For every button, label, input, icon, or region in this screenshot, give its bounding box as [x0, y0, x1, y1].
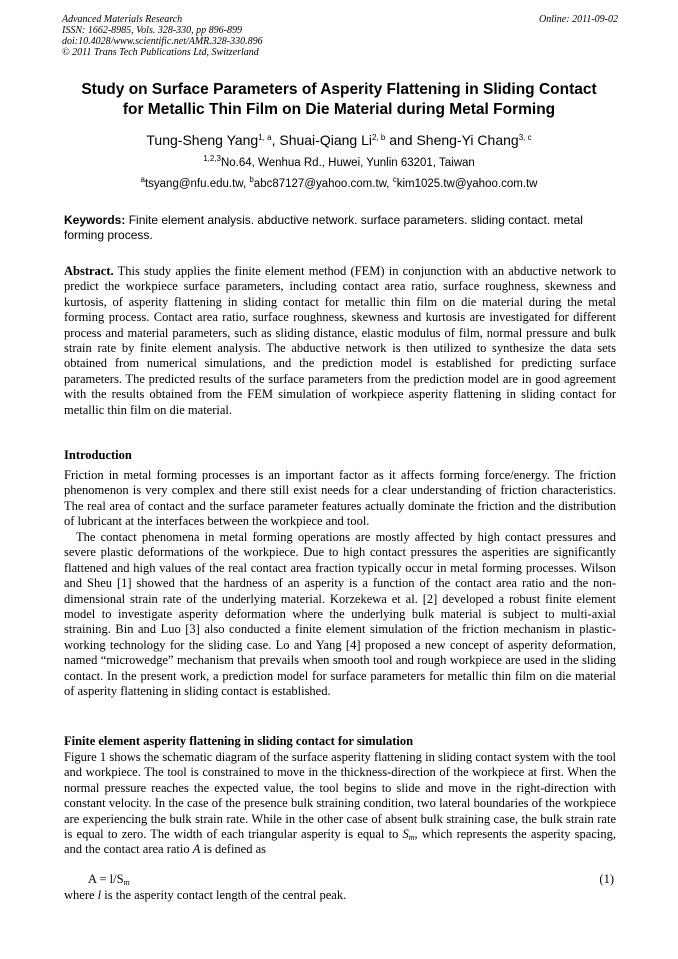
author-2: Shuai-Qiang Li — [279, 132, 372, 148]
fe-section-paragraph — [64, 750, 616, 858]
explanation-post: is the asperity contact length of the central peak. — [101, 888, 347, 902]
email-b: abc87127@yahoo.com.tw, — [253, 178, 393, 190]
title-line-2: for Metallic Thin Film on Die Material during Metal Forming — [122, 101, 556, 118]
title-line-1: Study on Surface Parameters of Asperity Flattening in Sliding Contact — [81, 81, 597, 98]
equation-number: (1) — [599, 872, 614, 886]
introduction-paragraph-2: The contact phenomena in metal forming operations are mostly affected by high contact pressures and severe plastic deformations of the workpiece. Due to high contact pressures the asperities are significantly flattened and high values of the real contact area fraction typically occur in metal forming processes. Wilson and Sheu [1] showed that the hardness of an asperity is a function of the contact area ratio and the non-dimensional strain rate of the underlying material. Korzekewa et al. [2] developed a robust finite element model to investigate asperity deformation where the underlying bulk material is subject to multi-axial straining. Bin and Luo [3] also conducted a finite element simulation of the friction mechanism in plastic-working technology for the sliding case. Lo and Yang [4] proposed a new concept of asperity deformation, named “microwedge” mechanism that prevails when smooth tool and rough workpiece are used in the sliding contact. In the present work, a prediction model for surface parameters for metallic thin film on die material of asperity flattening in sliding contact is established. — [64, 530, 616, 699]
fe-section-heading: Finite element asperity flattening in sliding contact for simulation — [64, 734, 414, 748]
author-emails — [40, 177, 638, 192]
keywords — [64, 213, 616, 243]
fe-text-2: , which represents the asperity spacing, and the contact area ratio — [64, 827, 616, 857]
affiliation — [40, 156, 638, 171]
keywords-text: Finite element analysis. abductive network. surface parameters. sliding contact. metal forming process. — [64, 213, 583, 242]
online-date: Online: 2011-09-02 — [539, 14, 618, 25]
affiliation-text: No.64, Wenhua Rd., Huwei, Yunlin 63201, Taiwan — [220, 157, 475, 169]
abstract-label: Abstract. — [64, 264, 114, 278]
author-1: Tung-Sheng Yang — [146, 132, 259, 148]
abstract — [64, 264, 616, 418]
author-1-sup: 1, a — [258, 133, 272, 142]
equation-1 — [88, 872, 130, 887]
doi-line: doi:10.4028/www.scientific.net/AMR.328-330.896 — [62, 36, 263, 47]
email-c-sup: c — [392, 175, 397, 184]
equation-lhs: A — [88, 872, 97, 886]
abstract-text: This study applies the finite element method (FEM) in conjunction with an abductive network to predict the workpiece surface parameters, including contact area ratio, surface roughness, skewness and kurtosis, of asperity flattening in sliding contact for metallic thin film on die material during the metal forming process. Contact area ratio, surface roughness, skewness and kurtosis are investigated for different process and material parameters, such as sliding distance, elastic modulus of film, normal pressure and bulk strain rate by finite element analysis. The abductive network is then utilized to synthesize the data sets obtained from numerical simulations, and the prediction model is established for predicting surface parameters. The predicted results of the surface parameters from the prediction model are in good agreement with the results obtained from the FEM simulation of workpiece asperity flattening in sliding contact for metallic thin film on die material. — [64, 264, 616, 417]
author-sep-1: , — [271, 132, 280, 148]
equation-rhs: = l/S — [96, 872, 124, 886]
author-list — [40, 131, 638, 149]
email-a: tsyang@nfu.edu.tw, — [144, 178, 250, 190]
introduction-paragraph-1: Friction in metal forming processes is an important factor as it affects forming force/energy. The friction phenomenon is very complex and there still exist needs for a clear understanding of friction characteristics. The real area of contact and the surface parameter features actually dominate the friction and the distribution of lubricant at the interfaces between the workpiece and tool. — [64, 468, 616, 529]
affiliation-sup: 1,2,3 — [203, 154, 221, 163]
equation-explanation — [64, 888, 346, 903]
sm-subscript: m — [408, 833, 415, 843]
journal-name: Advanced Materials Research — [62, 14, 183, 25]
sm-symbol: S — [402, 827, 409, 842]
author-2-sup: 2, b — [371, 133, 386, 142]
author-sep-2: and — [385, 132, 417, 148]
email-c: kim1025.tw@yahoo.com.tw — [396, 178, 538, 190]
copyright-line: © 2011 Trans Tech Publications Ltd, Switzerland — [62, 47, 259, 58]
a-symbol: A — [192, 842, 201, 857]
equation-sub: m — [123, 878, 130, 887]
introduction-heading: Introduction — [64, 448, 132, 462]
fe-text-3: is defined as — [200, 842, 266, 857]
keywords-label: Keywords: — [64, 213, 126, 227]
issn-line: ISSN: 1662-8985, Vols. 328-330, pp 896-899 — [62, 25, 242, 36]
author-3-sup: 3, c — [518, 133, 532, 142]
email-a-sup: a — [140, 175, 145, 184]
journal-header — [62, 14, 618, 58]
explanation-pre: where — [64, 888, 98, 902]
l-symbol: l — [97, 888, 102, 902]
author-3: Sheng-Yi Chang — [416, 132, 519, 148]
email-b-sup: b — [249, 175, 254, 184]
paper-title — [40, 80, 638, 120]
fe-text-1: Figure 1 shows the schematic diagram of the surface asperity flattening in sliding contact system with the tool and workpiece. The tool is constrained to move in the thickness-direction of the workpiece at first. When the normal pressure reaches the expected value, the tool begins to slide and move in the right-direction with constant velocity. In the case of the presence bulk straining condition, two lateral boundaries of the workpiece are experiencing the bulk strain rate. While in the other case of absent bulk straining case, the bulk strain rate is equal to zero. The width of each triangular asperity is equal to — [64, 750, 616, 842]
